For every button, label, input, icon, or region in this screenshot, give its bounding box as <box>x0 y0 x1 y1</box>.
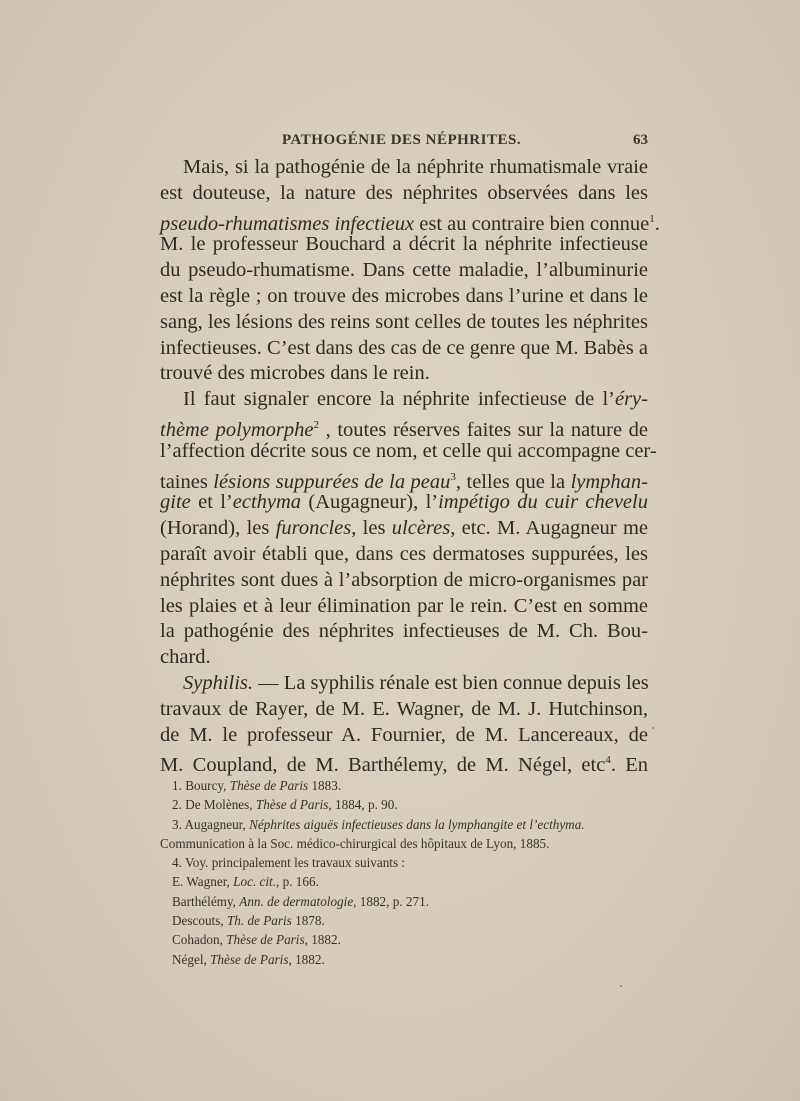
text-line: Il faut signaler encore la néphrite infectieuse de l’éry- <box>183 388 648 411</box>
text-line: néphrites sont dues à l’absorption de micro-organismes par <box>160 568 648 591</box>
page-header <box>160 132 648 152</box>
paper-speck <box>652 727 654 729</box>
footnote: 3. Augagneur, Néphrites aiguës infectieuses dans la lymphangite et l’ecthyma. <box>172 816 585 832</box>
text-line: taines lésions suppurées de la peau$^3$, telles que la lymphan- <box>160 470 648 493</box>
text-line: Syphilis. — La syphilis rénale est bien connue depuis les <box>183 671 649 694</box>
text-line: sang, les lésions des reins sont celles de toutes les néphrites <box>160 310 648 333</box>
text-line: M. le professeur Bouchard a décrit la néphrite infectieuse <box>160 233 648 256</box>
text-line: la pathogénie des néphrites infectieuses de M. Ch. Bou- <box>160 620 648 643</box>
paper-speck <box>620 985 622 987</box>
text-line: infectieuses. C’est dans des cas de ce genre que M. Babès a <box>160 336 648 359</box>
footnote: 4. Voy. principalement les travaux suivants : <box>172 855 406 871</box>
text-line: du pseudo-rhumatisme. Dans cette maladie, l’albuminurie <box>160 259 648 282</box>
footnote-reference: Descouts, Th. de Paris 1878. <box>172 913 325 929</box>
text-line: de M. le professeur A. Fournier, de M. Lancereaux, de <box>160 723 648 746</box>
footnotes <box>160 776 652 969</box>
text-line: M. Coupland, de M. Barthélemy, de M. Négel, etc$^4$. En <box>160 754 648 777</box>
text-line: travaux de Rayer, de M. E. Wagner, de M. J. Hutchinson, <box>160 697 648 720</box>
text-line: Mais, si la pathogénie de la néphrite rhumatismale vraie <box>183 156 648 178</box>
footnote-reference: Cohadon, Thèse de Paris, 1882. <box>172 932 341 948</box>
text-line: les plaies et à leur élimination par le rein. C’est en somme <box>160 594 648 617</box>
text-line: pseudo-rhumatismes infectieux est au contraire bien connue$^1$. <box>160 212 660 235</box>
text-line: (Horand), les furoncles, les ulcères, etc. M. Augagneur me <box>160 517 648 540</box>
page-number: 63 <box>633 132 648 148</box>
footnote-reference: E. Wagner, Loc. cit., p. 166. <box>172 874 319 890</box>
footnote: 1. Bourcy, Thèse de Paris 1883. <box>172 778 342 793</box>
text-line: paraît avoir établi que, dans ces dermatoses suppurées, les <box>160 542 648 565</box>
text-line: l’affection décrite sous ce nom, et celle qui accompagne cer- <box>160 439 657 462</box>
text-line: thème polymorphe$^2$ , toutes réserves faites sur la nature de <box>160 418 649 441</box>
footnote-reference: Négel, Thèse de Paris, 1882. <box>172 951 325 967</box>
text-line: trouvé des microbes dans le rein. <box>160 362 430 385</box>
text-line: est douteuse, la nature des néphrites observées dans les <box>160 181 648 204</box>
running-head: PATHOGÉNIE DES NÉPHRITES. <box>282 132 522 148</box>
text-line: gite et l’ecthyma (Augagneur), l’impétigo du cuir chevelu <box>160 491 648 514</box>
footnote-continuation: Communication à la Soc. médico-chirurgical des hôpitaux de Lyon, 1885. <box>160 835 550 851</box>
text-line: chard. <box>160 646 211 669</box>
footnote: 2. De Molènes, Thèse d Paris, 1884, p. 90. <box>172 797 398 813</box>
body-text <box>160 155 660 777</box>
text-line: est la règle ; on trouve des microbes dans l’urine et dans le <box>160 284 648 307</box>
footnote-reference: Barthélémy, Ann. de dermatologie, 1882, p. 271. <box>172 893 429 909</box>
